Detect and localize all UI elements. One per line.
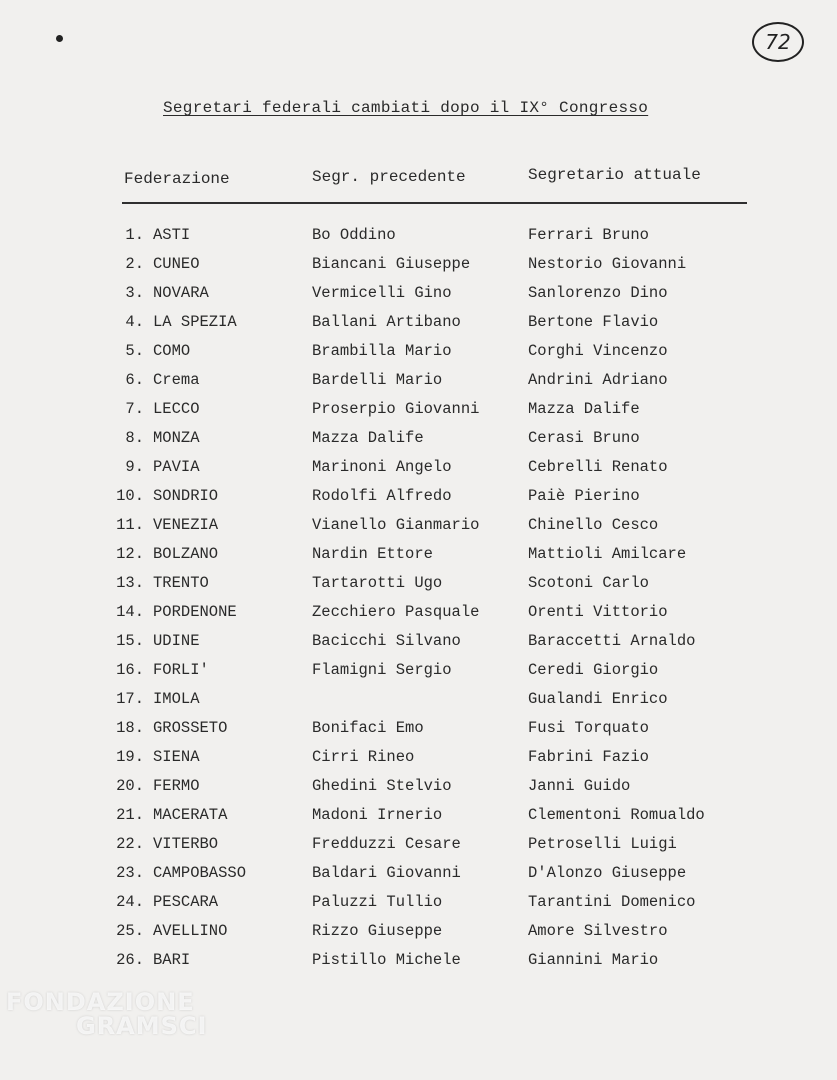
row-current-secretary: Bertone Flavio: [528, 313, 659, 331]
row-number: 20.: [116, 777, 144, 795]
table-row: [0, 893, 837, 922]
row-previous-secretary: Ballani Artibano: [312, 313, 461, 331]
row-current-secretary: Petroselli Luigi: [528, 835, 677, 853]
watermark-logo: [6, 990, 207, 1038]
row-federation: COMO: [153, 342, 191, 360]
header-previous-secretary: Segr. precedente: [312, 168, 466, 186]
row-federation: BOLZANO: [153, 545, 219, 563]
row-current-secretary: Baraccetti Arnaldo: [528, 632, 696, 650]
row-current-secretary: Chinello Cesco: [528, 516, 659, 534]
table-row: [0, 951, 837, 980]
header-current-secretary: Segretario attuale: [528, 166, 701, 184]
row-current-secretary: Giannini Mario: [528, 951, 659, 969]
row-number: 2.: [125, 255, 144, 273]
watermark-line-1: FONDAZIONE: [6, 988, 195, 1016]
row-previous-secretary: Fredduzzi Cesare: [312, 835, 461, 853]
row-federation: LECCO: [153, 400, 200, 418]
row-number: 25.: [116, 922, 144, 940]
row-previous-secretary: Madoni Irnerio: [312, 806, 443, 824]
row-number: 10.: [116, 487, 144, 505]
row-previous-secretary: Zecchiero Pasquale: [312, 603, 480, 621]
table-row: [0, 748, 837, 777]
row-current-secretary: Orenti Vittorio: [528, 603, 668, 621]
row-previous-secretary: Vermicelli Gino: [312, 284, 452, 302]
row-current-secretary: Gualandi Enrico: [528, 690, 668, 708]
row-number: 11.: [116, 516, 144, 534]
table-row: [0, 922, 837, 951]
row-federation: CAMPOBASSO: [153, 864, 247, 882]
table-row: [0, 719, 837, 748]
row-federation: IMOLA: [153, 690, 200, 708]
row-federation: AVELLINO: [153, 922, 228, 940]
row-previous-secretary: Ghedini Stelvio: [312, 777, 452, 795]
table-row: [0, 400, 837, 429]
row-federation: BARI: [153, 951, 191, 969]
row-federation: ASTI: [153, 226, 191, 244]
row-federation: PAVIA: [153, 458, 200, 476]
row-number: 13.: [116, 574, 144, 592]
table-row: [0, 690, 837, 719]
row-previous-secretary: Nardin Ettore: [312, 545, 433, 563]
table-row: [0, 371, 837, 400]
row-current-secretary: Amore Silvestro: [528, 922, 668, 940]
row-current-secretary: Mattioli Amilcare: [528, 545, 687, 563]
row-previous-secretary: Bonifaci Emo: [312, 719, 424, 737]
row-number: 18.: [116, 719, 144, 737]
document-title: Segretari federali cambiati dopo il IX° Congresso: [163, 99, 649, 117]
secretaries-table: [0, 226, 837, 980]
row-current-secretary: Mazza Dalife: [528, 400, 640, 418]
table-row: [0, 458, 837, 487]
row-number: 7.: [125, 400, 144, 418]
header-rule: [122, 202, 747, 204]
row-number: 3.: [125, 284, 144, 302]
row-previous-secretary: Flamigni Sergio: [312, 661, 452, 679]
row-number: 26.: [116, 951, 144, 969]
row-previous-secretary: Marinoni Angelo: [312, 458, 452, 476]
table-row: [0, 603, 837, 632]
table-row: [0, 777, 837, 806]
row-federation: VENEZIA: [153, 516, 219, 534]
row-previous-secretary: Bacicchi Silvano: [312, 632, 461, 650]
row-current-secretary: Fusi Torquato: [528, 719, 649, 737]
row-previous-secretary: Vianello Gianmario: [312, 516, 480, 534]
row-previous-secretary: Proserpio Giovanni: [312, 400, 480, 418]
row-current-secretary: Fabrini Fazio: [528, 748, 649, 766]
row-number: 1.: [125, 226, 144, 244]
table-row: [0, 487, 837, 516]
row-current-secretary: Andrini Adriano: [528, 371, 668, 389]
row-number: 8.: [125, 429, 144, 447]
row-previous-secretary: Bo Oddino: [312, 226, 396, 244]
row-federation: GROSSETO: [153, 719, 228, 737]
row-previous-secretary: Rodolfi Alfredo: [312, 487, 452, 505]
row-number: 14.: [116, 603, 144, 621]
row-federation: SIENA: [153, 748, 200, 766]
row-current-secretary: Ferrari Bruno: [528, 226, 649, 244]
row-previous-secretary: Bardelli Mario: [312, 371, 443, 389]
row-current-secretary: Clementoni Romualdo: [528, 806, 705, 824]
row-number: 21.: [116, 806, 144, 824]
table-row: [0, 284, 837, 313]
row-number: 17.: [116, 690, 144, 708]
row-previous-secretary: Rizzo Giuseppe: [312, 922, 443, 940]
table-row: [0, 661, 837, 690]
row-current-secretary: Corghi Vincenzo: [528, 342, 668, 360]
table-row: [0, 429, 837, 458]
row-previous-secretary: Biancani Giuseppe: [312, 255, 471, 273]
row-federation: Crema: [153, 371, 200, 389]
row-federation: FERMO: [153, 777, 200, 795]
table-row: [0, 574, 837, 603]
table-row: [0, 516, 837, 545]
table-row: [0, 806, 837, 835]
table-row: [0, 255, 837, 284]
header-federation: Federazione: [124, 170, 230, 188]
row-federation: LA SPEZIA: [153, 313, 237, 331]
row-previous-secretary: Cirri Rineo: [312, 748, 415, 766]
table-row: [0, 632, 837, 661]
row-federation: CUNEO: [153, 255, 200, 273]
row-number: 24.: [116, 893, 144, 911]
row-current-secretary: Cerasi Bruno: [528, 429, 640, 447]
row-current-secretary: Scotoni Carlo: [528, 574, 649, 592]
row-federation: FORLI': [153, 661, 209, 679]
row-federation: TRENTO: [153, 574, 209, 592]
row-current-secretary: Paiè Pierino: [528, 487, 640, 505]
row-current-secretary: Sanlorenzo Dino: [528, 284, 668, 302]
row-previous-secretary: Mazza Dalife: [312, 429, 424, 447]
row-federation: NOVARA: [153, 284, 209, 302]
row-number: 9.: [125, 458, 144, 476]
row-previous-secretary: Pistillo Michele: [312, 951, 461, 969]
row-number: 12.: [116, 545, 144, 563]
row-federation: MACERATA: [153, 806, 228, 824]
row-federation: UDINE: [153, 632, 200, 650]
row-federation: SONDRIO: [153, 487, 219, 505]
row-current-secretary: Nestorio Giovanni: [528, 255, 687, 273]
table-row: [0, 545, 837, 574]
ink-mark: [56, 35, 63, 42]
row-current-secretary: Cebrelli Renato: [528, 458, 668, 476]
row-number: 4.: [125, 313, 144, 331]
row-current-secretary: Janni Guido: [528, 777, 631, 795]
table-row: [0, 226, 837, 255]
row-current-secretary: D'Alonzo Giuseppe: [528, 864, 687, 882]
row-number: 5.: [125, 342, 144, 360]
row-previous-secretary: Baldari Giovanni: [312, 864, 461, 882]
row-federation: PORDENONE: [153, 603, 237, 621]
table-row: [0, 342, 837, 371]
table-row: [0, 864, 837, 893]
row-current-secretary: Tarantini Domenico: [528, 893, 696, 911]
row-federation: MONZA: [153, 429, 200, 447]
page-number: 72: [752, 22, 804, 62]
row-number: 23.: [116, 864, 144, 882]
row-number: 22.: [116, 835, 144, 853]
row-previous-secretary: Brambilla Mario: [312, 342, 452, 360]
row-previous-secretary: Paluzzi Tullio: [312, 893, 443, 911]
row-number: 16.: [116, 661, 144, 679]
row-number: 19.: [116, 748, 144, 766]
row-federation: PESCARA: [153, 893, 219, 911]
row-number: 6.: [125, 371, 144, 389]
row-previous-secretary: Tartarotti Ugo: [312, 574, 443, 592]
row-current-secretary: Ceredi Giorgio: [528, 661, 659, 679]
table-row: [0, 313, 837, 342]
row-number: 15.: [116, 632, 144, 650]
table-row: [0, 835, 837, 864]
row-federation: VITERBO: [153, 835, 219, 853]
watermark-line-2: GRAMSCI: [76, 1012, 208, 1040]
